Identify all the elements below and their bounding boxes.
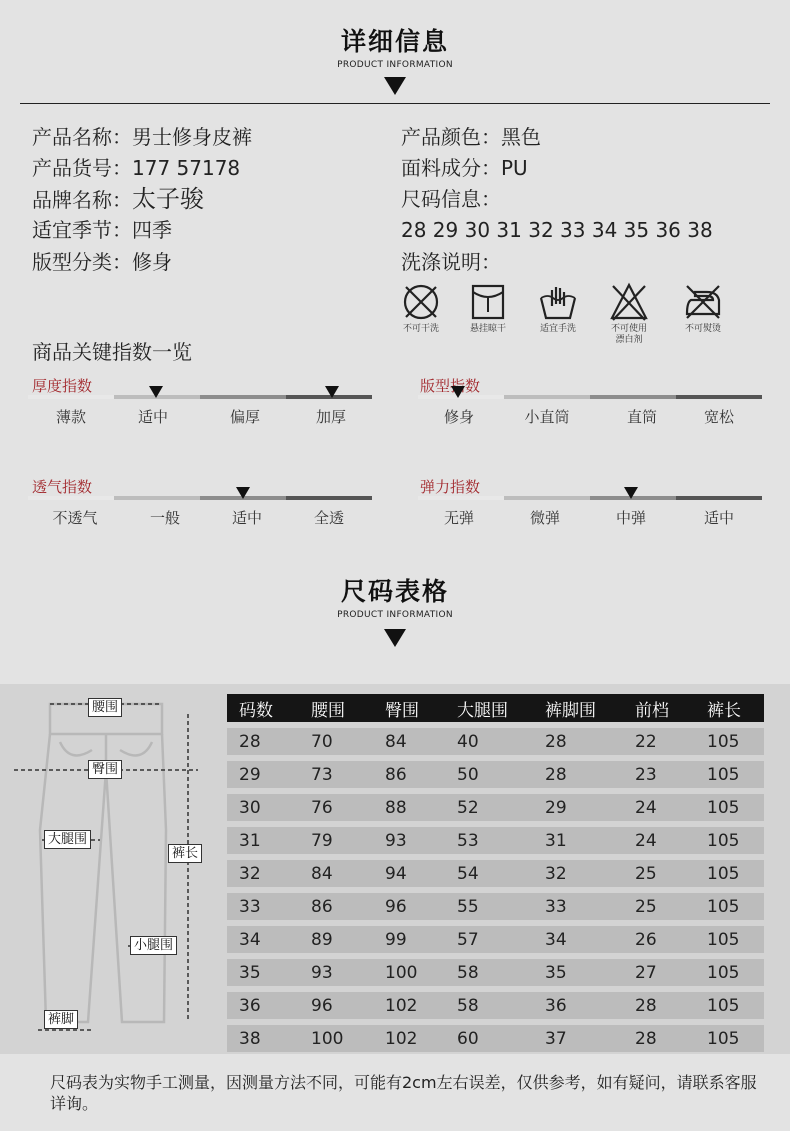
product-fit-row: 版型分类：修身 [32,250,172,274]
table-cell: 96 [299,992,373,1019]
table-cell: 52 [445,794,533,821]
table-cell: 79 [299,827,373,854]
marker-icon [149,386,163,398]
product-brand: 太子骏 [132,185,204,213]
table-cell: 35 [227,959,299,986]
index-segment [286,496,372,500]
table-cell: 27 [623,959,695,986]
index-name: 版型指数 [420,377,481,395]
table-cell: 34 [533,926,623,953]
index-option: 加厚 [315,408,346,426]
divider [20,103,770,104]
product-sku-row: 产品货号：177 57178 [32,156,241,180]
no-dry-clean-icon [401,282,441,322]
table-cell: 102 [373,992,445,1019]
table-row [227,926,764,953]
table-row [227,728,764,755]
table-cell: 28 [227,728,299,755]
table-cell: 28 [623,992,695,1019]
column-header: 前档 [623,694,695,722]
table-cell: 35 [533,959,623,986]
index-option: 直筒 [626,408,657,426]
size-chart-header [0,572,790,647]
product-season-row: 适宜季节：四季 [32,218,172,242]
table-cell: 84 [299,860,373,887]
table-cell: 24 [623,794,695,821]
index-segment [590,395,676,399]
table-cell: 93 [373,827,445,854]
table-cell: 105 [695,794,764,821]
index-name: 厚度指数 [32,377,93,395]
table-cell: 105 [695,992,764,1019]
table-cell: 105 [695,893,764,920]
index-option: 宽松 [703,408,734,426]
product-season: 四季 [132,218,172,242]
index-option: 中弹 [615,509,646,527]
index-option: 偏厚 [229,408,260,426]
column-header: 裤脚围 [533,694,623,722]
hem-label: 裤脚 [44,1010,78,1029]
thigh-label: 大腿围 [44,830,91,849]
table-cell: 25 [623,893,695,920]
index-segment [418,496,504,500]
wash-item: 不可熨烫 [671,282,735,335]
product-color-row: 产品颜色：黑色 [401,125,541,149]
table-row [227,761,764,788]
table-cell: 28 [623,1025,695,1052]
table-cell: 84 [373,728,445,755]
measurement-note: 尺码表为实物手工测量，因测量方法不同，可能有2cm左右误差，仅供参考，如有疑问，请联系客服详询。 [50,1073,757,1113]
index-segment [504,395,590,399]
product-info-header [0,22,790,95]
table-cell: 36 [533,992,623,1019]
table-row [227,794,764,821]
table-row [227,992,764,1019]
length-label: 裤长 [168,844,202,863]
table-cell: 58 [445,992,533,1019]
breathability-index [28,476,372,536]
table-cell: 53 [445,827,533,854]
table-cell: 32 [533,860,623,887]
index-option: 适中 [231,509,262,527]
table-cell: 37 [533,1025,623,1052]
hand-wash-icon [538,282,578,322]
table-cell: 73 [299,761,373,788]
pants-diagram [10,690,210,1040]
product-brand-row: 品牌名称：太子骏 [32,185,204,213]
column-header: 裤长 [695,694,764,722]
key-index-title: 商品关键指数一览 [32,340,192,364]
table-cell: 31 [227,827,299,854]
hip-label: 臀围 [88,760,122,779]
table-cell: 54 [445,860,533,887]
elasticity-index [418,476,762,536]
table-cell: 57 [445,926,533,953]
marker-icon [624,487,638,499]
column-header: 腰围 [299,694,373,722]
section-subtitle: PRODUCT INFORMATION [337,60,453,70]
table-row [227,893,764,920]
wash-item: 适宜手洗 [526,282,590,335]
index-segment [28,395,114,399]
index-option: 不透气 [52,509,98,527]
table-cell: 89 [299,926,373,953]
table-cell: 105 [695,959,764,986]
table-cell: 34 [227,926,299,953]
table-cell: 36 [227,992,299,1019]
index-segment [676,496,762,500]
table-cell: 38 [227,1025,299,1052]
marker-icon [236,487,250,499]
column-header: 臀围 [373,694,445,722]
table-cell: 86 [299,893,373,920]
table-cell: 22 [623,728,695,755]
index-segment [504,496,590,500]
section-subtitle: PRODUCT INFORMATION [337,610,453,620]
table-row [227,959,764,986]
product-material-row: 面料成分：PU [401,156,528,180]
index-option: 修身 [443,408,474,426]
table-cell: 32 [227,860,299,887]
table-cell: 76 [299,794,373,821]
index-segment [676,395,762,399]
table-cell: 50 [445,761,533,788]
pants-outline-icon [10,690,210,1040]
index-name: 透气指数 [32,478,93,496]
table-row [227,827,764,854]
table-cell: 105 [695,827,764,854]
product-sku: 177 57178 [132,156,241,180]
table-cell: 105 [695,926,764,953]
index-option: 无弹 [443,509,474,527]
table-cell: 55 [445,893,533,920]
index-option: 适中 [703,509,734,527]
column-header: 码数 [227,694,299,722]
table-cell: 94 [373,860,445,887]
size-list: 28 29 30 31 32 33 34 35 36 38 [401,218,713,242]
index-option: 适中 [137,408,168,426]
table-cell: 24 [623,827,695,854]
calf-label: 小腿围 [130,936,177,955]
table-cell: 40 [445,728,533,755]
no-bleach-icon [609,282,649,322]
table-cell: 105 [695,761,764,788]
fit-index [418,375,762,435]
table-cell: 33 [533,893,623,920]
down-arrow-icon [384,77,406,95]
index-option: 全透 [313,509,344,527]
wash-item: 不可使用 漂白剂 [597,282,661,346]
table-cell: 99 [373,926,445,953]
table-cell: 105 [695,728,764,755]
product-name: 男士修身皮裤 [132,125,252,149]
table-cell: 23 [623,761,695,788]
down-arrow-icon [384,629,406,647]
table-row [227,1025,764,1052]
table-cell: 88 [373,794,445,821]
marker-icon [451,386,465,398]
table-cell: 26 [623,926,695,953]
thickness-index [28,375,372,435]
section-title: 尺码表格 [340,577,449,606]
table-cell: 105 [695,860,764,887]
table-cell: 100 [373,959,445,986]
waist-label: 腰围 [88,698,122,717]
index-segment [200,395,286,399]
index-name: 弹力指数 [420,478,481,496]
wash-item: 不可干洗 [389,282,453,335]
table-cell: 96 [373,893,445,920]
table-cell: 28 [533,761,623,788]
table-cell: 29 [533,794,623,821]
index-segment [114,496,200,500]
table-cell: 30 [227,794,299,821]
table-cell: 25 [623,860,695,887]
section-title: 详细信息 [340,27,449,56]
no-iron-icon [683,282,723,322]
index-option: 一般 [149,509,180,527]
table-cell: 70 [299,728,373,755]
table-cell: 58 [445,959,533,986]
index-option: 薄款 [55,408,86,426]
table-cell: 60 [445,1025,533,1052]
hang-dry-icon [468,282,508,322]
product-color: 黑色 [501,125,541,149]
table-cell: 29 [227,761,299,788]
size-info-label: 尺码信息： [401,187,501,211]
product-fit: 修身 [132,250,172,274]
wash-item: 悬挂晾干 [456,282,520,335]
index-option: 小直筒 [524,408,570,426]
table-cell: 28 [533,728,623,755]
table-cell: 102 [373,1025,445,1052]
size-table [227,688,764,1058]
table-cell: 86 [373,761,445,788]
table-cell: 100 [299,1025,373,1052]
table-cell: 31 [533,827,623,854]
marker-icon [325,386,339,398]
wash-label: 洗涤说明： [401,250,501,274]
table-header-row [227,694,764,722]
table-row [227,860,764,887]
table-cell: 93 [299,959,373,986]
product-material: PU [501,156,528,180]
column-header: 大腿围 [445,694,533,722]
index-segment [28,496,114,500]
index-option: 微弹 [529,509,560,527]
table-cell: 105 [695,1025,764,1052]
table-cell: 33 [227,893,299,920]
product-name-row: 产品名称：男士修身皮裤 [32,125,252,149]
